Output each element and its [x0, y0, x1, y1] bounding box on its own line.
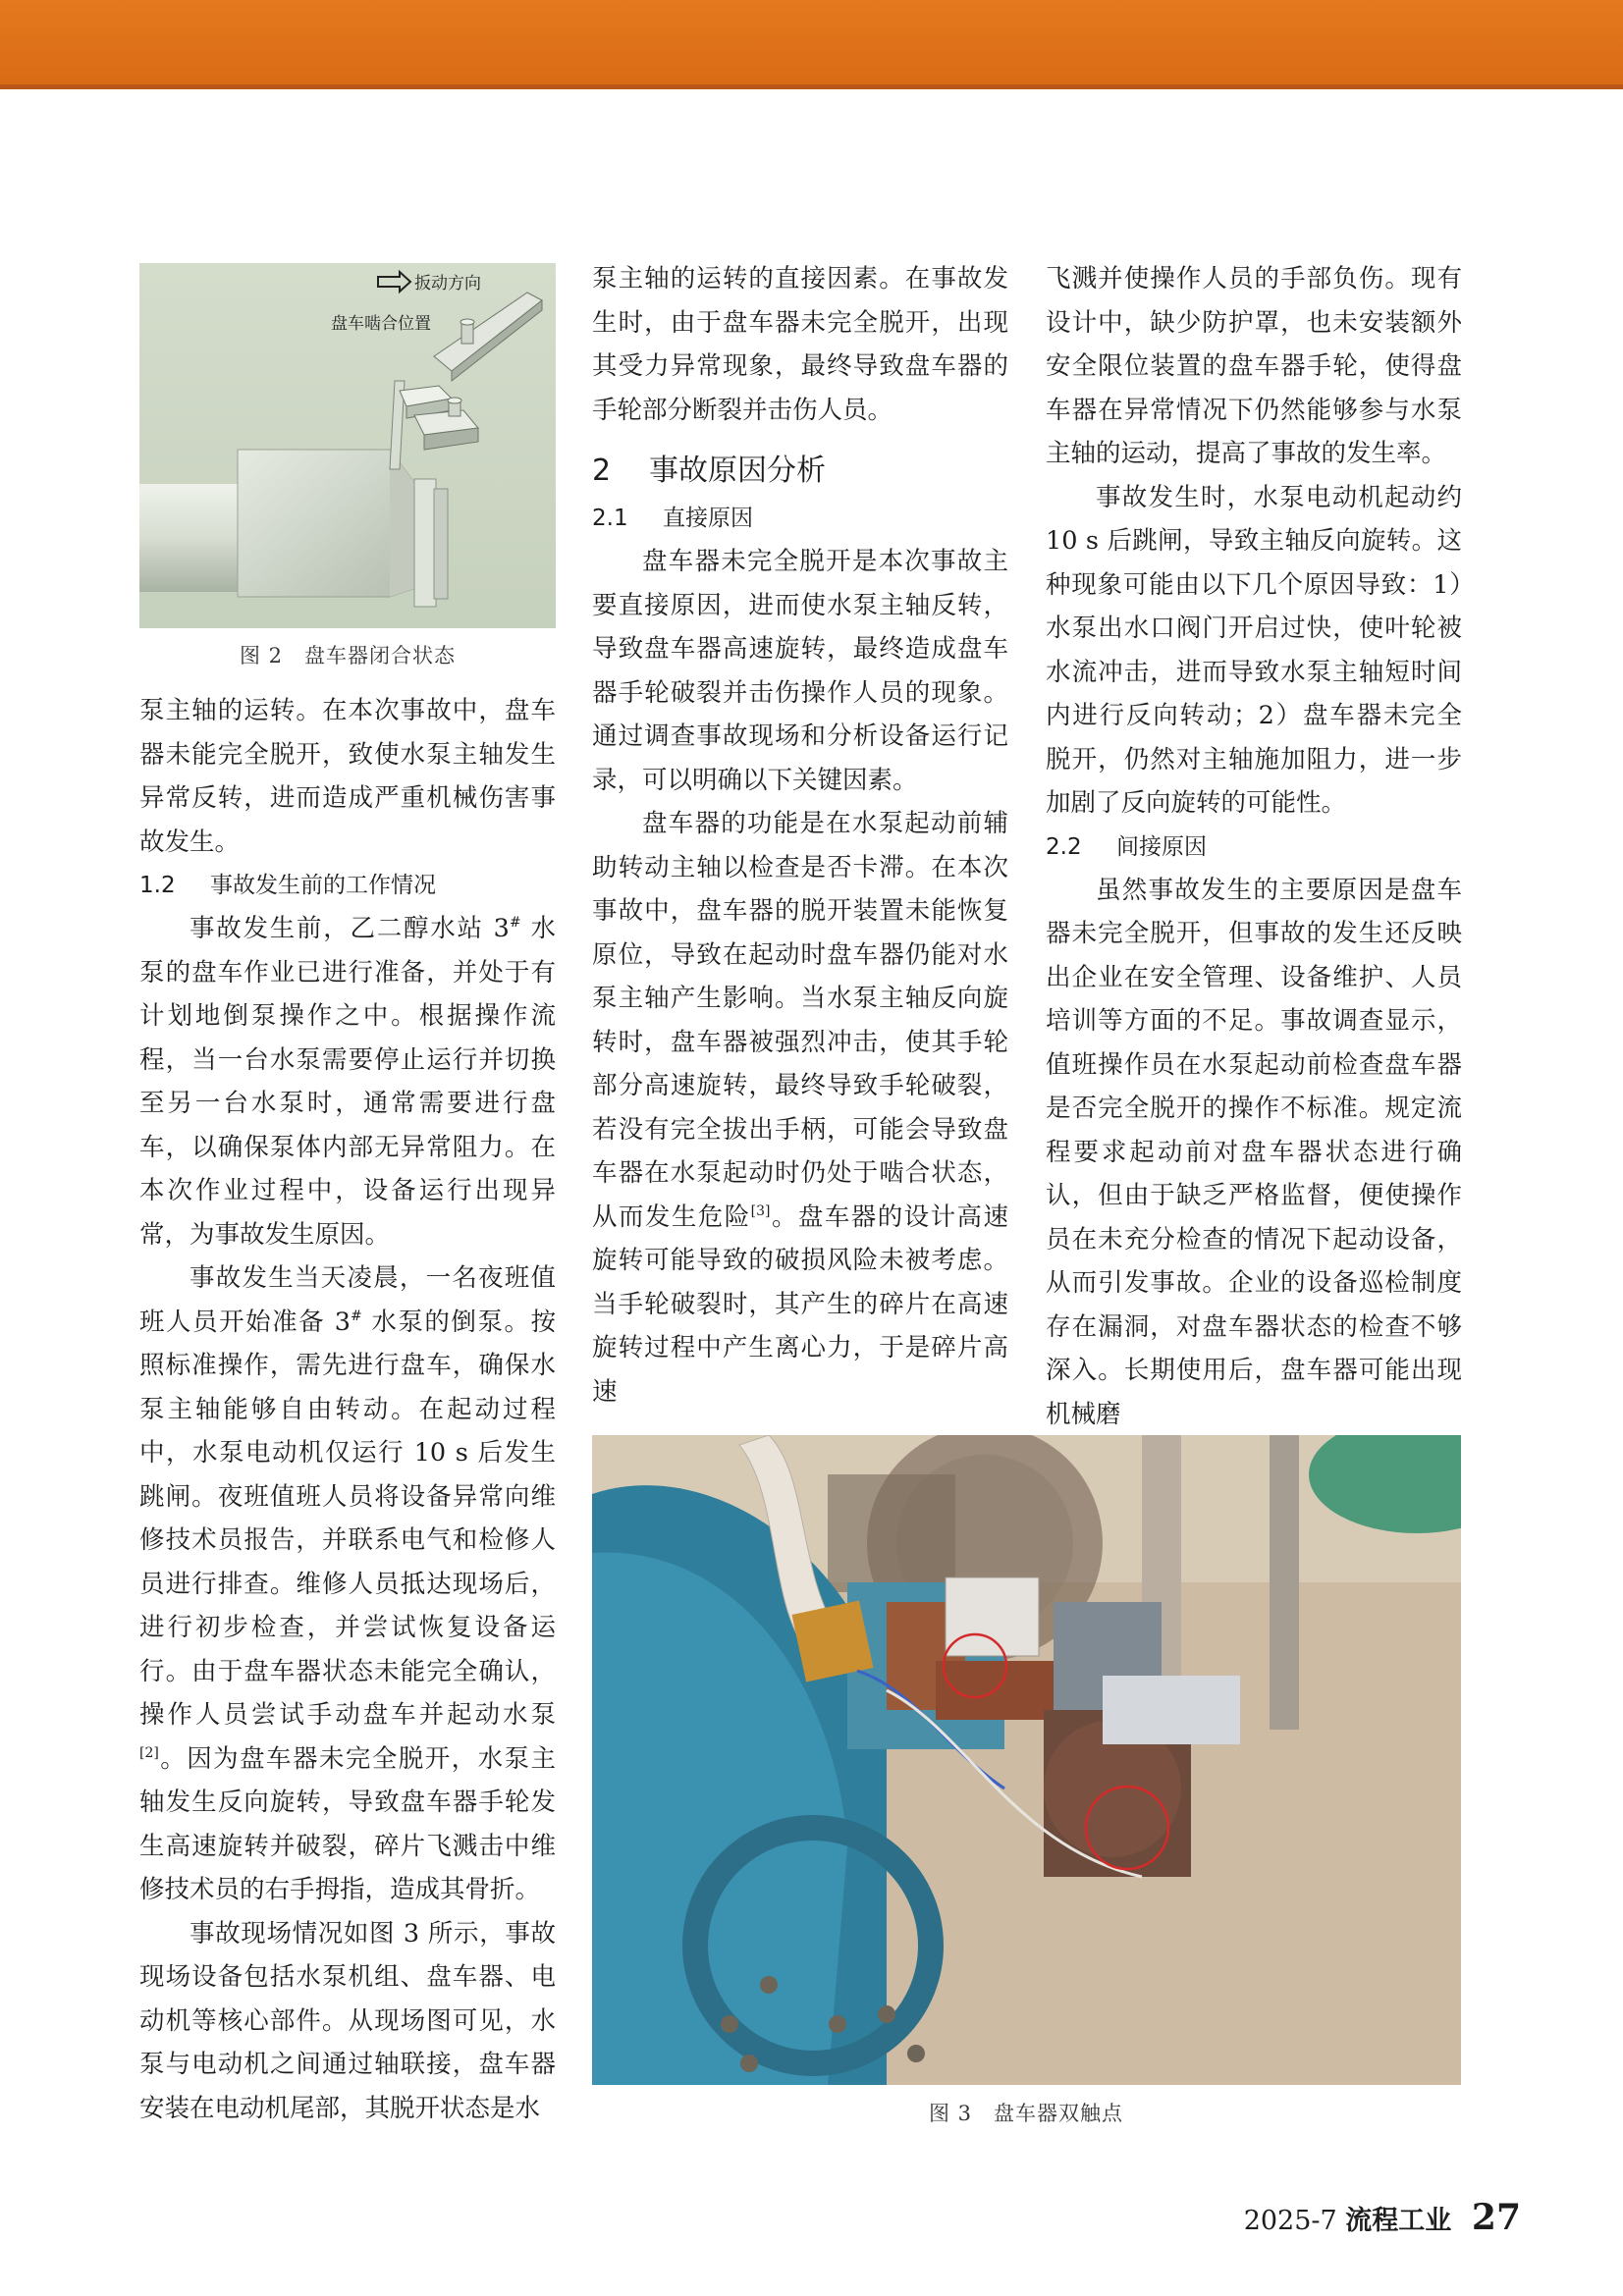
text-run: 事故发生当天凌晨，一名夜班值班人员开始准备 3: [139, 1263, 556, 1337]
superscript: #: [509, 915, 521, 931]
heading-number: 2.2: [1046, 833, 1082, 860]
turning-gear-diagram: [139, 263, 556, 628]
col3-paragraph-3: 虽然事故发生的主要原因是盘车器未完全脱开，但事故的发生还反映出企业在安全管理、设备维护、人员培训等方面的不足。事故调查显示，值班操作员在水泵起动前检查盘车器是否完全脱开的操作不标准。规定流程要求起动前对盘车器状态进行确认，但由于缺乏严格监督，便使操作员在未充分检查的情况下起动设备，从而引发事故。企业的设备巡检制度存在漏洞，对盘车器状态的检查不够深入。长期使用后，盘车器可能出现机械磨: [1046, 875, 1462, 1429]
col1-paragraph-2: [139, 907, 556, 1256]
figure-2-image: [139, 263, 556, 628]
heading-text: 间接原因: [1116, 833, 1207, 860]
pump-site-photo: [592, 1435, 1461, 2085]
col1-paragraph-3: [139, 1256, 556, 1912]
header-bar: [0, 0, 1623, 89]
text-run: 水泵的倒泵。按照标准操作，需先进行盘车，确保水泵主轴能够自由转动。在起动过程中，水泵电动机仅运行 10 s 后发生跳闸。夜班值班人员将设备异常向维修技术员报告，并联系电气和检修人员进行排查。维修人员抵达现场后，进行初步检查，并尝试恢复设备运行。由于盘车器状态未能完全确认，操作人员尝试手动盘车并起动水泵: [139, 1307, 556, 1730]
label-engage-position: 盘车啮合位置: [331, 314, 431, 334]
figure-2-caption: 图 2 盘车器闭合状态: [239, 644, 457, 667]
superscript: #: [351, 1308, 362, 1324]
column-2: [592, 257, 1008, 1414]
col2-paragraph-2: 盘车器未完全脱开是本次事故主要直接原因，进而使水泵主轴反转，导致盘车器高速旋转，最终造成盘车器手轮破裂并击伤操作人员的现象。通过调查事故现场和分析设备运行记录，可以明确以下关键因素。: [592, 547, 1008, 795]
text-run: 。盘车器的设计高速旋转可能导致的破损风险未被考虑。当手轮破裂时，其产生的碎片在高速旋转过程中产生离心力，于是碎片高速: [592, 1201, 1008, 1407]
section-heading-2: [592, 450, 1008, 493]
heading-text: 事故发生前的工作情况: [210, 873, 436, 898]
heading-number: 2.1: [592, 506, 628, 531]
col2-paragraph-3: [592, 802, 1008, 1414]
journal-name: 流程工业: [1345, 2206, 1452, 2236]
column-1: [139, 689, 556, 2130]
heading-number: 1.2: [139, 873, 176, 898]
figure-3-caption: 图 3 盘车器双触点: [928, 2102, 1124, 2125]
page-footer: [1244, 2197, 1521, 2238]
page-number: 27: [1471, 2197, 1521, 2238]
text-run: 事故发生前，乙二醇水站 3: [189, 914, 510, 943]
text-run: 盘车器的功能是在水泵起动前辅助转动主轴以检查是否卡滞。在本次事故中，盘车器的脱开装置未能恢复原位，导致在起动时盘车器仍能对水泵主轴产生影响。当水泵主轴反向旋转时，盘车器被强烈冲击，使其手轮部分高速旋转，最终导致手轮破裂，若没有完全拔出手柄，可能会导致盘车器在水泵起动时仍处于啮合状态，从而发生危险: [592, 809, 1008, 1232]
figure-3-photo: [592, 1435, 1461, 2085]
col1-paragraph-4: 事故现场情况如图 3 所示，事故现场设备包括水泵机组、盘车器、电动机等核心部件。从现场图可见，水泵与电动机之间通过轴联接，盘车器安装在电动机尾部，其脱开状态是水: [139, 1918, 556, 2123]
section-heading-1-2: [139, 864, 556, 907]
col2-paragraph-1: 泵主轴的运转的直接因素。在事故发生时，由于盘车器未完全脱开，出现其受力异常现象，最终导致盘车器的手轮部分断裂并击伤人员。: [592, 264, 1008, 425]
citation-ref: [2]: [139, 1744, 159, 1761]
heading-text: 直接原因: [663, 506, 753, 531]
section-heading-2-2: [1046, 826, 1462, 869]
text-run: 水泵的盘车作业已进行准备，并处于有计划地倒泵操作之中。根据操作流程，当一台水泵需要停止运行并切换至另一台水泵时，通常需要进行盘车，以确保泵体内部无异常阻力。在本次作业过程中，设备运行出现异常，为事故发生原因。: [139, 914, 556, 1250]
column-3: [1046, 257, 1462, 1436]
citation-ref: [3]: [750, 1202, 771, 1219]
text-run: 。因为盘车器未完全脱开，水泵主轴发生反向旋转，导致盘车器手轮发生高速旋转并破裂，碎片飞溅击中维修技术员的右手拇指，造成其骨折。: [139, 1743, 556, 1904]
arrow-right-icon: [378, 272, 410, 292]
heading-text: 事故原因分析: [649, 454, 826, 488]
col3-paragraph-1: 飞溅并使操作人员的手部负伤。现有设计中，缺少防护罩，也未安装额外安全限位装置的盘车器手轮，使得盘车器在异常情况下仍然能够参与水泵主轴的运动，提高了事故的发生率。: [1046, 264, 1462, 468]
issue-number: 2025-7: [1243, 2206, 1337, 2236]
section-heading-2-1: [592, 497, 1008, 540]
label-direction: 扳动方向: [414, 274, 481, 294]
heading-number: 2: [592, 454, 612, 488]
col1-paragraph-1: 泵主轴的运转。在本次事故中，盘车器未能完全脱开，致使水泵主轴发生异常反转，进而造成严重机械伤害事故发生。: [139, 696, 556, 857]
col3-paragraph-2: 事故发生时，水泵电动机起动约 10 s 后跳闸，导致主轴反向旋转。这种现象可能由以下几个原因导致：1）水泵出水口阀门开启过快，使叶轮被水流冲击，进而导致水泵主轴短时间内进行反向转动；2）盘车器未完全脱开，仍然对主轴施加阻力，进一步加剧了反向旋转的可能性。: [1046, 482, 1462, 818]
